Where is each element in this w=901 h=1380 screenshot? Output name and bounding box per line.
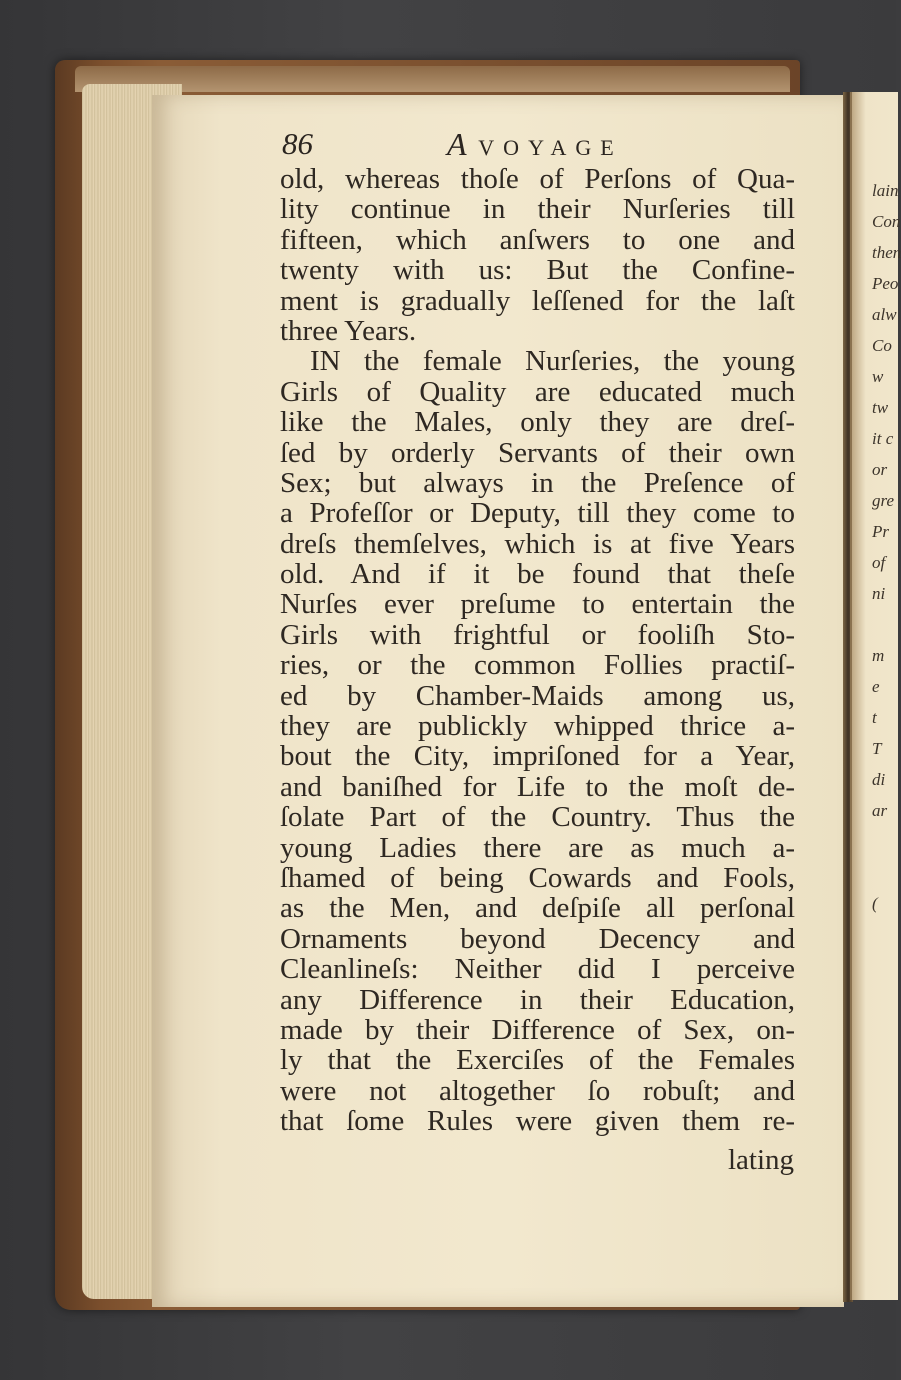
text-line: they are publickly whipped thrice a- bbox=[280, 710, 795, 743]
facing-line: ni bbox=[872, 584, 886, 603]
facing-line: e bbox=[872, 677, 880, 696]
facing-line: of bbox=[872, 553, 886, 572]
paragraph-start-line: IN the female Nurſeries, the young bbox=[310, 345, 795, 378]
facing-line: T bbox=[872, 739, 882, 758]
text-line: lity continue in their Nurſeries till bbox=[280, 193, 795, 226]
text-line: Sex; but always in the Preſence of bbox=[280, 466, 795, 499]
text-line: Ornaments beyond Decency and bbox=[280, 922, 795, 955]
text-line: like the Males, only they are dreſ- bbox=[280, 406, 795, 439]
facing-line bbox=[872, 826, 896, 857]
catchword: lating bbox=[727, 1144, 794, 1176]
facing-line: di bbox=[872, 770, 886, 789]
text-line: bout the City, impriſoned for a Year, bbox=[280, 740, 795, 773]
text-line: Girls of Quality are educated much bbox=[280, 375, 795, 408]
text-line: any Difference in their Education, bbox=[280, 983, 795, 1016]
facing-line bbox=[872, 857, 896, 888]
facing-line: Pr bbox=[872, 522, 889, 541]
text-line: dreſs themſelves, which is at five Years bbox=[280, 527, 795, 560]
page-header bbox=[282, 126, 702, 166]
text-line: old. And if it be found that theſe bbox=[280, 558, 795, 591]
text-line: ries, or the common Follies practiſ- bbox=[280, 649, 795, 682]
text-line: twenty with us: But the Confine- bbox=[280, 254, 795, 287]
facing-line: gre bbox=[872, 491, 895, 510]
facing-line: then bbox=[872, 243, 901, 262]
facing-page-text bbox=[872, 175, 901, 919]
facing-line: ( bbox=[872, 894, 878, 913]
text-line: ſhamed of being Cowards and Fools, bbox=[280, 861, 795, 894]
running-title-initial: A bbox=[447, 126, 469, 162]
text-line: fifteen, which anſwers to one and bbox=[280, 223, 795, 256]
text-line: Cleanlineſs: Neither did I perceive bbox=[280, 953, 795, 986]
text-line: ſolate Part of the Country. Thus the bbox=[280, 801, 795, 834]
text-line: made by their Difference of Sex, on- bbox=[280, 1013, 795, 1046]
running-title-rest: VOYAGE bbox=[478, 135, 623, 160]
text-line: were not altogether ſo robuſt; and bbox=[280, 1074, 795, 1107]
facing-line: lain bbox=[872, 181, 899, 200]
facing-line: m bbox=[872, 646, 885, 665]
text-line: ment is gradually leſſened for the laſt bbox=[280, 284, 795, 317]
text-line: ſed by orderly Servants of their own bbox=[280, 436, 795, 469]
text-line: that ſome Rules were given them re- bbox=[280, 1105, 795, 1138]
running-title bbox=[447, 126, 623, 163]
facing-line bbox=[872, 609, 896, 640]
facing-line: it c bbox=[872, 429, 894, 448]
text-line: young Ladies there are as much a- bbox=[280, 831, 795, 864]
page-number: 86 bbox=[282, 126, 313, 161]
facing-line: w bbox=[872, 367, 884, 386]
text-line: old, whereas thoſe of Perſons of Qua- bbox=[280, 163, 795, 195]
facing-line: Co bbox=[872, 336, 892, 355]
facing-line: or bbox=[872, 460, 888, 479]
text-line: three Years. bbox=[280, 314, 417, 347]
facing-line: alw bbox=[872, 305, 897, 324]
text-line: ly that the Exerciſes of the Females bbox=[280, 1044, 795, 1077]
facing-line: tw bbox=[872, 398, 889, 417]
facing-line: Peo bbox=[872, 274, 899, 293]
book-top-edge bbox=[75, 66, 790, 92]
facing-line: ar bbox=[872, 801, 888, 820]
text-line: a Profeſſor or Deputy, till they come to bbox=[280, 497, 795, 530]
body-text bbox=[280, 164, 795, 1137]
facing-line: Con bbox=[872, 212, 901, 231]
text-line: and baniſhed for Life to the moſt de- bbox=[280, 770, 795, 803]
facing-line: t bbox=[872, 708, 877, 727]
text-line: Nurſes ever preſume to entertain the bbox=[280, 588, 795, 621]
text-line: as the Men, and deſpiſe all perſonal bbox=[280, 892, 795, 925]
text-line: ed by Chamber-Maids among us, bbox=[280, 679, 795, 712]
text-line: Girls with frightful or fooliſh Sto- bbox=[280, 618, 795, 651]
